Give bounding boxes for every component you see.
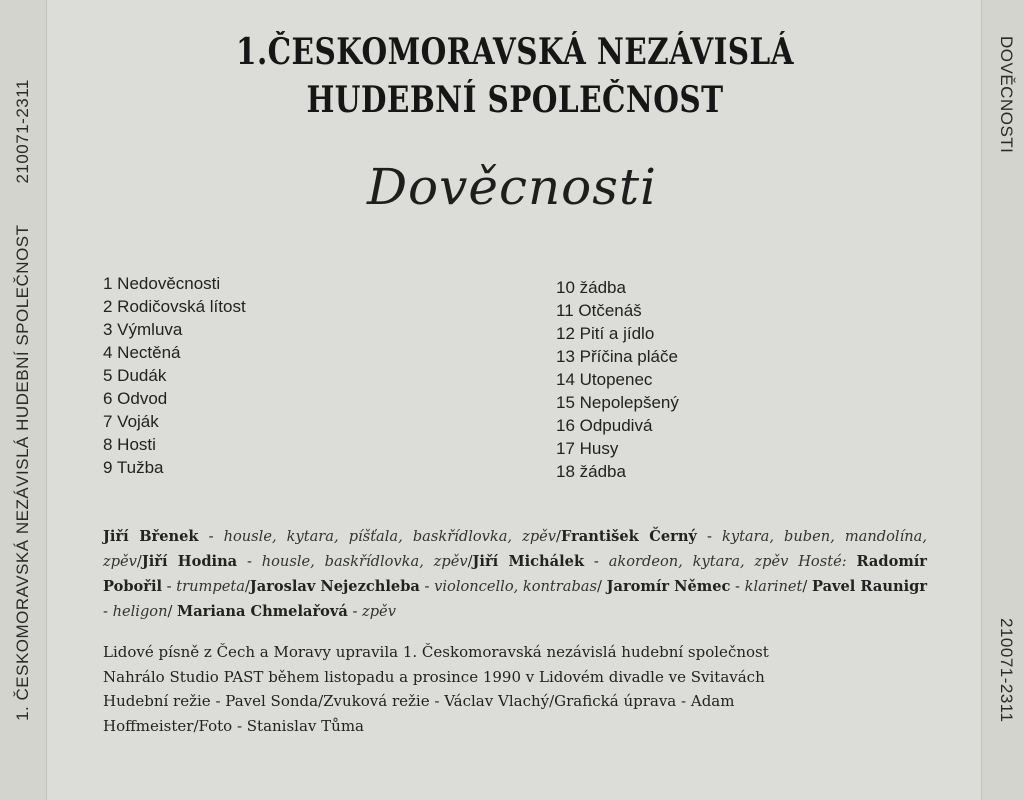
musician-name: Jiří Michálek (472, 553, 585, 570)
track-item: 18 žádba (556, 462, 626, 481)
guest-name: Mariana Chmelařová (177, 603, 348, 620)
track-item: 8 Hosti (103, 435, 156, 454)
musician-role: housle, kytara, píšťala, baskřídlovka, zpěv (223, 528, 557, 545)
track-item: 10 žádba (556, 278, 626, 297)
track-item: 5 Dudák (103, 366, 167, 385)
musician-name: Jiří Hodina (141, 553, 238, 570)
guest-role: violoncello, kontrabas (434, 578, 598, 595)
production-line: Hoffmeister/Foto - Stanislav Tůma (103, 716, 364, 735)
album-title: Dověcnosti (366, 158, 658, 216)
production-line: Nahrálo Studio PAST během listopadu a prosince 1990 v Lidovém divadle ve Svitavách (103, 667, 765, 686)
track-item: 13 Příčina pláče (556, 347, 678, 366)
track-item: 15 Nepolepšený (556, 393, 679, 412)
band-name-line-1: 1.ČESKOMORAVSKÁ NEZÁVISLÁ (236, 31, 794, 73)
tracklist-left (103, 272, 246, 479)
guest-name: Jaromír Němec (606, 578, 731, 595)
track-item: 12 Pití a jídlo (556, 324, 655, 343)
musician-role: akordeon, kytara, zpěv (608, 553, 789, 570)
band-name-line-2: HUDEBNÍ SPOLEČNOST (306, 79, 724, 121)
track-item: 1 Nedověcnosti (103, 274, 221, 293)
left-spine-catalog-code: 210071-2311 (13, 79, 32, 184)
musician-name: František Černý (560, 528, 697, 545)
guest-role: heligon (112, 603, 168, 620)
track-item: 2 Rodičovská lítost (103, 297, 246, 316)
credits-paragraph: Jiří Břenek - housle, kytara, píšťala, baskřídlovka, zpěv/František Černý - kytara, buben, mandolína, zpěv/Jiří Hodina - housle, baskřídlovka, zpěv/Jiří Michálek - akordeon, kytara, zpěv Hosté: Radomír Pobořil - trumpeta/Jaroslav Nejezchleba - violoncello, kontrabas/ Jaromír Němec - klarinet/ Pavel Raunigr - heligon/ Mariana Chmelařová - zpěv (103, 528, 928, 620)
track-item: 16 Odpudivá (556, 416, 653, 435)
tracklist-right (556, 276, 679, 483)
right-spine-catalog-code: 210071-2311 (997, 618, 1016, 723)
track-item: 4 Nectěná (103, 343, 181, 362)
musician-name: Jiří Břenek (103, 528, 199, 545)
left-spine-title: 1. ČESKOMORAVSKÁ NEZÁVISLÁ HUDEBNÍ SPOLEČNOST (13, 224, 32, 721)
guest-role: zpěv (362, 603, 396, 620)
musician-role: housle, baskřídlovka, zpěv (261, 553, 468, 570)
track-item: 14 Utopenec (556, 370, 653, 389)
track-item: 11 Otčenáš (556, 301, 642, 320)
guest-role: klarinet (744, 578, 803, 595)
guest-role: trumpeta (176, 578, 245, 595)
track-item: 6 Odvod (103, 389, 168, 408)
production-line: Hudební režie - Pavel Sonda/Zvuková režie - Václav Vlachý/Grafická úprava - Adam (103, 692, 735, 710)
guest-name: Pavel Raunigr (811, 578, 928, 595)
track-item: 3 Výmluva (103, 320, 183, 339)
left-spine-text (8, 0, 38, 800)
production-notes (103, 640, 923, 738)
track-item: 7 Voják (103, 412, 159, 431)
track-item: 9 Tužba (103, 458, 164, 477)
guests-label: Hosté: (798, 553, 847, 570)
track-item: 17 Husy (556, 439, 619, 458)
guest-name: Radomír Pobořil (103, 553, 928, 595)
musician-role: kytara, buben, mandolína, zpěv (103, 528, 927, 570)
right-spine-title: DOVĚCNOSTI (997, 36, 1016, 154)
guest-name: Jaroslav Nejezchleba (249, 578, 420, 595)
band-name-header (90, 28, 940, 124)
production-line: Lidové písně z Čech a Moravy upravila 1. Českomoravská nezávislá hudební společnost (103, 643, 769, 661)
